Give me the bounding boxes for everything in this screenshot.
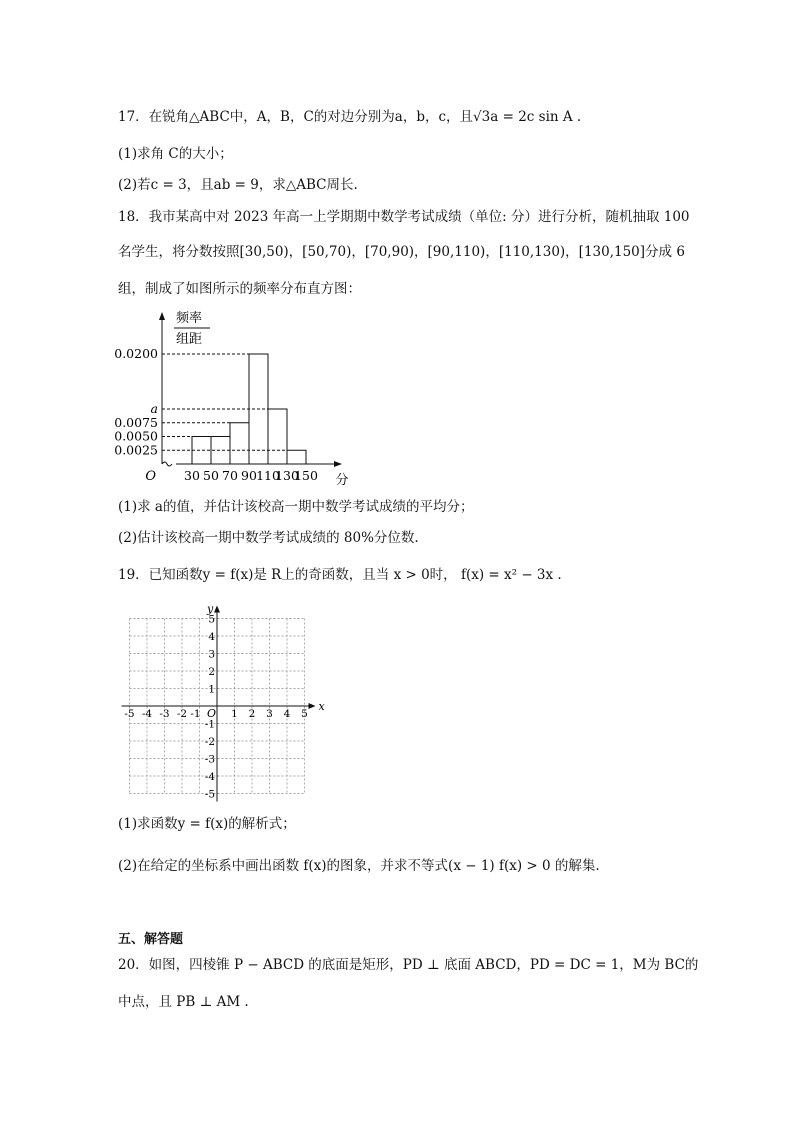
q18-stem-line1: 18．我市某高中对 2023 年高一上学期期中数学考试成绩（单位: 分）进行分析，随机抽取 100 (118, 209, 690, 225)
x-tick-label: -5 (124, 708, 135, 720)
q19-part1: (1)求函数y = f(x)的解析式； (118, 816, 296, 832)
axis-break (162, 462, 172, 466)
x-axis-label: x (318, 700, 325, 713)
histogram-bar (287, 450, 306, 464)
y-tick-label: 4 (208, 631, 215, 643)
y-tick-label: -2 (204, 736, 215, 748)
q20-stem-line1: 20．如图，四棱锥 P − ABCD 的底面是矩形，PD ⊥ 底面 ABCD，PD = DC = 1，M为 BC的 (118, 957, 699, 973)
y-tick-label: 0.0050 (114, 428, 158, 444)
histogram-bar (268, 409, 287, 464)
q17-part1: (1)求角 C的大小； (118, 146, 233, 162)
y-axis-label: y (207, 602, 214, 616)
q18-part1: (1)求 a的值，并估计该校高一期中数学考试成绩的平均分； (118, 499, 474, 515)
x-axis-arrow (309, 703, 316, 709)
y-tick-label: 0.0075 (114, 414, 158, 430)
x-tick-label: 50 (203, 468, 219, 483)
x-tick-label: -2 (176, 708, 188, 720)
x-tick-label: 90 (241, 468, 257, 483)
x-axis-arrow (334, 461, 342, 467)
y-tick-label: 0.0025 (114, 442, 158, 458)
histogram-bar (230, 423, 249, 464)
x-tick-label: 30 (184, 468, 200, 483)
q17-part2: (2)若c = 3，且ab = 9，求△ABC周长. (118, 177, 358, 193)
x-axis-label: 分 (335, 473, 349, 488)
x-tick-label: 110 (256, 468, 280, 483)
y-tick-label: -3 (204, 753, 215, 766)
y-label-bottom: 组距 (176, 332, 203, 347)
x-tick-label: 5 (301, 708, 308, 720)
y-tick-label: -4 (204, 771, 215, 783)
q20-stem-line2: 中点，且 PB ⊥ AM . (118, 994, 249, 1010)
y-tick-label: 5 (208, 613, 215, 626)
x-tick-label: 3 (266, 708, 273, 720)
y-tick-label: 2 (208, 666, 215, 678)
coordinate-grid[interactable] (112, 592, 330, 802)
origin-label: O (145, 469, 156, 484)
section-title: 五、解答题 (118, 932, 184, 947)
y-label-top: 频率 (176, 311, 203, 326)
q19-stem: 19．已知函数y = f(x)是 R上的奇函数，且当 x > 0时， f(x) = x² − 3x . (118, 567, 562, 583)
q18-stem-line3: 组，制成了如图所示的频率分布直方图： (118, 281, 361, 297)
x-tick-label: 150 (294, 468, 318, 483)
x-tick-label: 2 (248, 708, 256, 720)
y-tick-label: 1 (208, 683, 215, 696)
q18-stem-line2: 名学生，将分数按照[30,50)，[50,70)，[70,90)，[90,110)，[110,130)，[130,150]分成 6 (118, 244, 685, 260)
x-tick-label: -1 (190, 708, 201, 720)
q18-part2: (2)估计该校高一期中数学考试成绩的 80%分位数. (118, 530, 419, 546)
x-tick-label: -3 (159, 708, 170, 720)
y-tick-label: -1 (204, 718, 215, 731)
y-axis-arrow (159, 312, 165, 320)
x-tick-label: 1 (231, 708, 238, 720)
y-tick-label: -5 (204, 788, 215, 801)
x-tick-label: -4 (141, 708, 153, 720)
y-axis-arrow (214, 606, 220, 613)
x-tick-label: 70 (222, 468, 238, 483)
q19-part2: (2)在给定的坐标系中画出函数 f(x)的图象，并求不等式(x − 1) f(x) > 0 的解集. (118, 858, 600, 874)
x-tick-label: 130 (275, 468, 299, 483)
x-tick-label: 4 (283, 708, 291, 720)
origin-label: O (206, 707, 216, 720)
y-tick-label: a (150, 401, 158, 416)
q17-stem: 17．在锐角△ABC中，A，B，C的对边分别为a，b，c，且√3a = 2c sin A . (118, 109, 582, 125)
frequency-histogram (110, 306, 360, 492)
y-tick-label: 3 (208, 648, 215, 661)
y-tick-label: 0.0200 (114, 346, 158, 361)
